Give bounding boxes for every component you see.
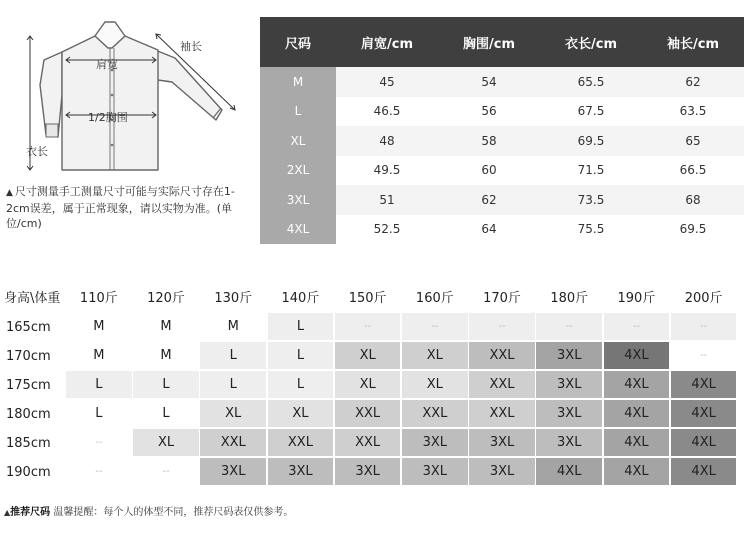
recommended-size-cell: 4XL [604,458,670,485]
recommended-size-cell: XL [402,342,468,369]
size-label-cell: 2XL [260,156,336,186]
size-table-row [260,126,744,156]
size-table-row [260,185,744,215]
size-label-cell: XL [260,126,336,156]
size-value-cell: 67.5 [540,97,642,127]
recommended-size-cell: XXL [335,429,401,456]
recommended-size-cell: L [200,371,266,398]
size-value-cell: 69.5 [642,215,744,245]
recommended-size-cell: 3XL [402,429,468,456]
size-value-cell: 65.5 [540,67,642,97]
recommended-size-cell: L [268,371,334,398]
recommended-size-cell: 4XL [604,400,670,427]
recommended-size-cell: 4XL [604,429,670,456]
size-table-header-cell: 袖长/cm [642,17,744,67]
size-value-cell: 45 [336,67,438,97]
recommended-size-cell: -- [536,313,602,340]
recommended-size-cell: L [162,406,170,421]
recommended-size-cell: 3XL [335,458,401,485]
size-table-header-cell: 衣长/cm [540,17,642,67]
recommended-size-cell: 4XL [671,429,737,456]
recommended-size-cell: 4XL [671,371,737,398]
recommended-size-cell: XXL [335,400,401,427]
height-label: 170cm [6,349,51,364]
size-value-cell: 73.5 [540,185,642,215]
recommend-row [0,400,750,429]
height-label: 180cm [6,407,51,422]
height-label: 185cm [6,436,51,451]
height-label: 165cm [6,320,51,335]
size-value-cell: 68 [642,185,744,215]
size-value-cell: 56 [438,97,540,127]
recommended-size-cell: 3XL [536,371,602,398]
size-recommendation-grid [0,284,750,487]
sleeve-label: 袖长 [180,40,202,53]
recommended-size-cell: -- [469,313,535,340]
recommended-size-cell: 4XL [536,458,602,485]
recommended-size-cell: XXL [200,429,266,456]
recommended-size-cell: 4XL [604,342,670,369]
recommended-size-cell: -- [700,350,708,361]
recommended-size-cell: M [227,319,239,334]
size-value-cell: 62 [642,67,744,97]
recommend-row [0,342,750,371]
size-value-cell: 48 [336,126,438,156]
size-value-cell: 62 [438,185,540,215]
recommended-size-cell: 3XL [268,458,334,485]
size-table-row [260,67,744,97]
footnote-text: 温馨提醒：每个人的体型不同，推荐尺码表仅供参考。 [53,507,294,518]
triangle-icon: ▲ [6,188,13,198]
size-table-header-cell: 胸围/cm [438,17,540,67]
size-table-header [260,17,744,67]
recommended-size-cell: L [200,342,266,369]
recommended-size-cell: 3XL [536,342,602,369]
weight-header: 200斤 [684,291,723,306]
measurement-note [6,184,242,231]
shirt-measurement-diagram [0,0,255,175]
triangle-icon: ▲ [4,508,11,517]
length-label: 衣长 [26,145,48,158]
size-label-cell: L [260,97,336,127]
recommended-size-cell: L [66,371,132,398]
footnote-title: 推荐尺码 [10,507,51,518]
size-value-cell: 69.5 [540,126,642,156]
size-table-row [260,97,744,127]
recommended-size-cell: 4XL [604,371,670,398]
recommended-size-cell: 3XL [536,400,602,427]
recommended-size-cell: L [95,406,103,421]
height-weight-corner: 身高\体重 [4,291,61,306]
size-label-cell: M [260,67,336,97]
recommended-size-cell: -- [162,466,170,477]
recommend-row [0,458,750,487]
size-value-cell: 64 [438,215,540,245]
recommended-size-cell: M [160,348,172,363]
recommended-size-cell: XL [335,342,401,369]
recommended-size-cell: -- [335,313,401,340]
recommended-size-cell: L [268,313,334,340]
recommended-size-cell: XL [402,371,468,398]
recommended-size-cell: 3XL [469,458,535,485]
size-table [260,17,744,244]
recommended-size-cell: XXL [469,400,535,427]
recommend-header-row [0,284,750,313]
size-value-cell: 71.5 [540,156,642,186]
size-label-cell: 4XL [260,215,336,245]
recommended-size-cell: L [133,371,199,398]
weight-header: 190斤 [617,291,656,306]
recommended-size-cell: -- [604,313,670,340]
recommended-size-cell: XXL [469,371,535,398]
recommended-size-cell: XXL [402,400,468,427]
recommend-row [0,429,750,458]
weight-header: 160斤 [415,291,454,306]
recommended-size-cell: -- [671,313,737,340]
size-label-cell: 3XL [260,185,336,215]
weight-header: 150斤 [348,291,387,306]
size-table-row [260,215,744,245]
size-value-cell: 46.5 [336,97,438,127]
weight-header: 170斤 [483,291,521,306]
recommended-size-cell: XL [335,371,401,398]
recommended-size-cell: 3XL [200,458,266,485]
recommend-row [0,313,750,342]
recommended-size-cell: XXL [268,429,334,456]
weight-header: 120斤 [147,291,185,306]
size-table-row [260,156,744,186]
recommended-size-cell: 3XL [536,429,602,456]
recommended-size-cell: XXL [469,342,535,369]
recommended-size-cell: -- [95,437,103,448]
recommended-size-cell: XL [200,400,266,427]
size-value-cell: 49.5 [336,156,438,186]
recommended-size-cell: 3XL [469,429,535,456]
weight-header: 130斤 [214,291,253,306]
size-value-cell: 54 [438,67,540,97]
height-label: 190cm [6,465,51,480]
weight-header: 110斤 [79,291,118,306]
recommended-size-cell: M [93,319,105,334]
size-value-cell: 75.5 [540,215,642,245]
size-value-cell: 65 [642,126,744,156]
footnote [4,503,293,518]
size-value-cell: 66.5 [642,156,744,186]
size-value-cell: 60 [438,156,540,186]
recommended-size-cell: XL [133,429,199,456]
recommended-size-cell: 4XL [671,458,737,485]
height-label: 175cm [6,378,51,393]
recommended-size-cell: M [160,319,172,334]
size-table-header-cell: 尺码 [260,17,336,67]
size-value-cell: 52.5 [336,215,438,245]
note-text: 尺寸测量手工测量尺寸可能与实际尺寸存在1-2cm误差，属于正常现象，请以实物为准。(单位/cm) [6,185,235,230]
recommended-size-cell: XL [268,400,334,427]
size-value-cell: 51 [336,185,438,215]
recommended-size-cell: -- [402,313,468,340]
recommend-row [0,371,750,400]
recommended-size-cell: -- [95,466,103,477]
shoulder-label: 肩宽 [96,58,118,71]
weight-header: 140斤 [281,291,320,306]
weight-header: 180斤 [550,291,589,306]
size-table-header-cell: 肩宽/cm [336,17,438,67]
size-value-cell: 58 [438,126,540,156]
recommended-size-cell: 4XL [671,400,737,427]
recommended-size-cell: M [93,348,105,363]
size-value-cell: 63.5 [642,97,744,127]
recommended-size-cell: 3XL [402,458,468,485]
chest-label: 1/2胸围 [88,111,128,124]
recommended-size-cell: L [268,342,334,369]
